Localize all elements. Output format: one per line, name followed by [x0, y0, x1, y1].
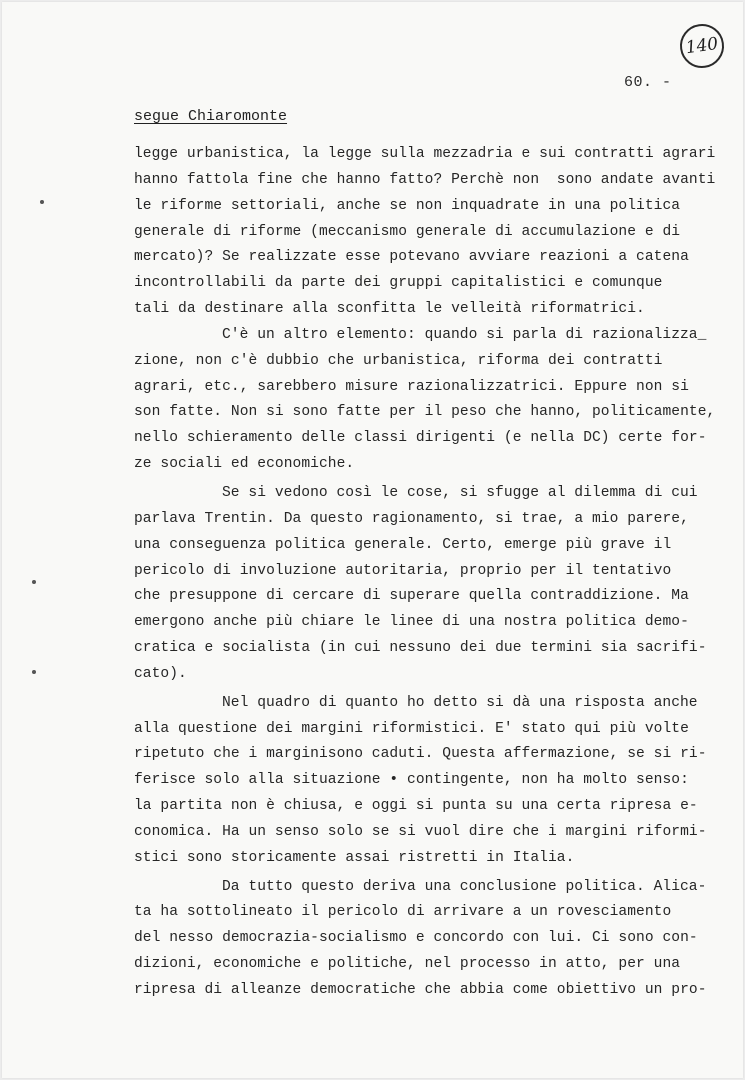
text-line: stici sono storicamente assai ristretti in Italia. [134, 849, 575, 866]
text-line: son fatte. Non si sono fatte per il peso che hanno, politicamente, [134, 404, 716, 421]
text-line: agrari, etc., sarebbero misure razionalizzatrici. Eppure non si [134, 378, 689, 395]
text-line: ta ha sottolineato il pericolo di arrivare a un rovesciamento [134, 904, 672, 921]
text-line: hanno fattola fine che hanno fatto? Perchè non sono andate avanti [134, 171, 716, 188]
text-line: mercato)? Se realizzate esse potevano avviare reazioni a catena [134, 249, 689, 266]
text-line: emergono anche più chiare le linee di una nostra politica demo- [134, 614, 689, 631]
text-line: cratica e socialista (in cui nessuno dei due termini sia sacrifi- [134, 640, 707, 657]
text-line: cato). [134, 665, 187, 682]
text-line: dizioni, economiche e politiche, nel processo in atto, per una [134, 956, 681, 973]
paragraph-start-line: C'è un altro elemento: quando si parla di razionalizza_ [222, 326, 707, 343]
margin-dot-mark [32, 670, 36, 674]
text-line: ripetuto che i marginisono caduti. Questa affermazione, se si ri- [134, 746, 707, 763]
text-line: ripresa di alleanze democratiche che abbia come obiettivo un pro- [134, 982, 707, 998]
text-line: ferisce solo alla situazione • contingente, non ha molto senso: [134, 772, 689, 789]
archive-number-stamp: 140 [677, 21, 727, 71]
text-line: la partita non è chiusa, e oggi si punta su una certa ripresa e- [134, 798, 698, 815]
text-line: parlava Trentin. Da questo ragionamento, si trae, a mio parere, [134, 510, 689, 527]
text-line: pericolo di involuzione autoritaria, proprio per il tentativo [134, 562, 672, 579]
text-line: ze sociali ed economiche. [134, 456, 355, 473]
paragraph-start-line: Da tutto questo deriva una conclusione politica. Alica- [222, 878, 707, 895]
text-line: che presuppone di cercare di superare quella contraddizione. Ma [134, 588, 689, 605]
margin-dot-mark [40, 200, 44, 204]
paragraph-start-line: Nel quadro di quanto ho detto si dà una risposta anche [222, 694, 698, 711]
paragraph-start-line: Se si vedono così le cose, si sfugge al dilemma di cui [222, 484, 698, 501]
text-line: una conseguenza politica generale. Certo, emerge più grave il [134, 536, 672, 553]
text-line: le riforme settoriali, anche se non inquadrate in una politica [134, 197, 681, 214]
text-line: tali da destinare alla sconfitta le velleità riformatrici. [134, 301, 645, 318]
text-line: generale di riforme (meccanismo generale di accumulazione e di [134, 223, 681, 240]
typewritten-body [134, 142, 724, 1004]
text-line: zione, non c'è dubbio che urbanistica, riforma dei contratti [134, 352, 663, 369]
text-line: legge urbanistica, la legge sulla mezzadria e sui contratti agrari [134, 146, 716, 162]
document-page [2, 2, 743, 1078]
page-number: 60. - [624, 74, 672, 91]
text-line: del nesso democrazia-socialismo e concordo con lui. Ci sono con- [134, 930, 698, 947]
margin-dot-mark [32, 580, 36, 584]
text-line: alla questione dei margini riformistici. E' stato qui più volte [134, 720, 689, 737]
text-line: nello schieramento delle classi dirigenti (e nella DC) certe for- [134, 430, 707, 447]
section-heading: segue Chiaromonte [134, 108, 288, 125]
text-line: conomica. Ha un senso solo se si vuol dire che i margini riformi- [134, 823, 707, 840]
text-line: incontrollabili da parte dei gruppi capitalistici e comunque [134, 275, 663, 292]
